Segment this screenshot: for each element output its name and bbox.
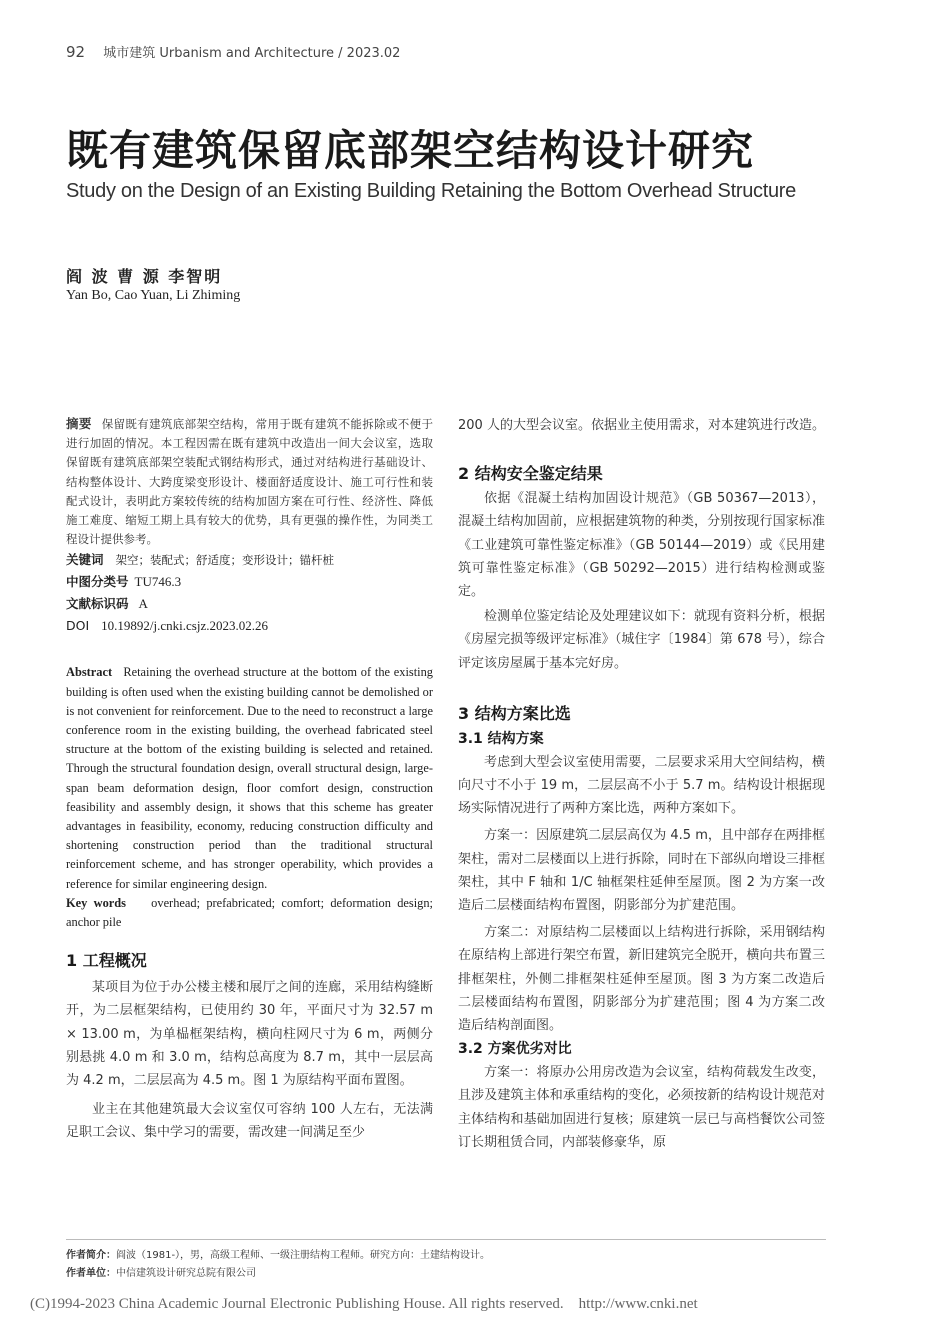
doc-code: A — [138, 596, 148, 612]
footnote-divider — [66, 1239, 826, 1240]
author-bio-footnote: 作者简介：阎波（1981-），男，高级工程师、一级注册结构工程师。研究方向：土建结构设计。 — [66, 1250, 491, 1261]
abstract-english — [66, 663, 433, 932]
right-column — [458, 414, 825, 1154]
journal-name: 城市建筑 Urbanism and Architecture / 2023.02 — [103, 46, 401, 61]
clc-code: TU746.3 — [134, 574, 182, 590]
clc-row: 中图分类号 TU746.3 — [66, 574, 182, 590]
authors-english: Yan Bo, Cao Yuan, Li Zhiming — [66, 288, 241, 303]
left-column — [66, 414, 433, 1145]
abstract-en-text: Retaining the overhead structure at the bottom of the existing building is often used when the existing building cannot be demolished or is not convenient for reinforcement. Due to the need to reconstruct a large conference room in the existing building, the overhead fabricated steel structure at the bottom of the existing building is selected and retained. Through the structural foundation design, overall structural design, large-span beam deformation design, floor comfort design, construction feasibility and assembly design, it shows that this scheme has greater advantages in feasibility, economy, reducing construction difficulty and shortening construction period than the traditional structural reinforcement scheme, and has stronger operability, which provides a reference for similar engineering design. — [66, 665, 433, 891]
abstract-label: 摘要 — [66, 416, 92, 431]
authors-chinese: 阎 波 曹 源 李智明 — [66, 267, 223, 286]
section-1-paragraph: 某项目为位于办公楼主楼和展厅之间的连廊，采用结构缝断开，为二层框架结构，已使用约 30 年，平面尺寸为 32.57 m × 13.00 m，为单榀框架结构，横向柱网尺寸为 6 m，两侧分别悬挑 4.0 m 和 3.0 m，结构总高度为 8.7 m，其中一层层高为 4.2 m，二层层高为 4.5 m。图 1 为原结构平面布置图。 — [66, 980, 433, 1089]
section-3-paragraph: 考虑到大型会议室使用需要，二层要求采用大空间结构，横向尺寸不小于 19 m，二层层高不小于 5.7 m。结构设计根据现场实际情况进行了两种方案比选，两种方案如下。 — [458, 754, 825, 817]
section-2-paragraph: 检测单位鉴定结论及处理建议如下：就现有资料分析，根据《房屋完损等级评定标准》（城住字〔1984〕第 678 号），综合评定该房屋属于基本完好房。 — [458, 609, 825, 671]
keywords-row: 关键词 架空；装配式；舒适度；变形设计；锚杆桩 — [66, 552, 334, 568]
running-header — [66, 42, 400, 61]
section-3-paragraph: 方案一：因原建筑二层层高仅为 4.5 m，且中部存在两排框架柱，需对二层楼面以上进行拆除，同时在下部纵向增设三排框架柱，其中 F 轴和 1/C 轴框架柱延伸至屋顶。图 2 为方案一改造后二层楼面结构布置图，阴影部分为扩建范围。 — [458, 828, 825, 914]
section-2-paragraph: 依据《混凝土结构加固设计规范》（GB 50367—2013），混凝土结构加固前，应根据建筑物的种类，分别按现行国家标准《工业建筑可靠性鉴定标准》（GB 50144—2019）或《民用建筑可靠性鉴定标准》（GB 50292—2015）进行结构检测或鉴定。 — [458, 491, 825, 600]
abstract-en-label: Abstract — [66, 665, 113, 680]
section-1-paragraph: 业主在其他建筑最大会议室仅可容纳 100 人左右，无法满足职工会议、集中学习的需要，需改建一间满足至少 — [66, 1102, 433, 1141]
subsection-3-2-heading: 3.2 方案优劣对比 — [458, 1041, 572, 1058]
doi-value: 10.19892/j.cnki.csjz.2023.02.26 — [101, 618, 268, 634]
keywords: 架空；装配式；舒适度；变形设计；锚杆桩 — [115, 553, 334, 568]
keywords-en-label: Key words — [66, 895, 126, 910]
section-3-heading: 3 结构方案比选 — [458, 703, 571, 723]
doi-row: DOI 10.19892/j.cnki.csjz.2023.02.26 — [66, 618, 268, 634]
abstract-chinese — [66, 414, 433, 549]
section-3-paragraph: 方案一：将原办公用房改造为会议室，结构荷载发生改变，且涉及建筑主体和承重结构的变化，必须按新的结构设计规范对主体结构和基础加固进行复核；原建筑一层已与高档餐饮公司签订长期租赁合同，内部装修豪华，原 — [458, 1065, 825, 1150]
keywords-en: overhead; prefabricated; comfort; deformation design; anchor pile — [66, 895, 433, 930]
abstract-text: 保留既有建筑底部架空结构，常用于既有建筑不能拆除或不便于进行加固的情况。本工程因需在既有建筑中改造出一间大会议室，选取保留既有建筑底部架空装配式钢结构形式，通过对结构进行基础设计、结构整体设计、大跨度梁变形设计、楼面舒适度设计、施工可行性和装配式设计，表明此方案较传统的结构加固方案在可行性、经济性、降低施工难度、缩短工期上具有较大的优势，具有更强的操作性，为同类工程设计提供参考。 — [66, 417, 433, 547]
author-unit-footnote: 作者单位：中信建筑设计研究总院有限公司 — [66, 1268, 256, 1279]
doc-code-row: 文献标识码 A — [66, 596, 148, 612]
section-3-paragraph: 方案二：对原结构二层楼面以上结构进行拆除，采用钢结构在原结构上部进行架空布置，新旧建筑完全脱开，横向共布置三排框架柱，外侧二排框架柱延伸至屋顶。图 3 为方案二改造后二层楼面结构布置图，阴影部分为扩建范围；图 4 为方案二改造后结构剖面图。 — [458, 925, 825, 1034]
title-chinese: 既有建筑保留底部架空结构设计研究 — [66, 126, 755, 175]
section-1-paragraph-continued: 200 人的大型会议室。依据业主使用需求，对本建筑进行改造。 — [458, 418, 825, 433]
copyright-notice: (C)1994-2023 China Academic Journal Electronic Publishing House. All rights reserved. http://www.cnki.net — [30, 1296, 698, 1312]
title-english: Study on the Design of an Existing Building Retaining the Bottom Overhead Structure — [66, 180, 796, 202]
subsection-3-1-heading: 3.1 结构方案 — [458, 730, 544, 747]
section-1-heading: 1 工程概况 — [66, 951, 147, 971]
section-2-heading: 2 结构安全鉴定结果 — [458, 464, 603, 484]
page-number: 92 — [66, 43, 86, 61]
